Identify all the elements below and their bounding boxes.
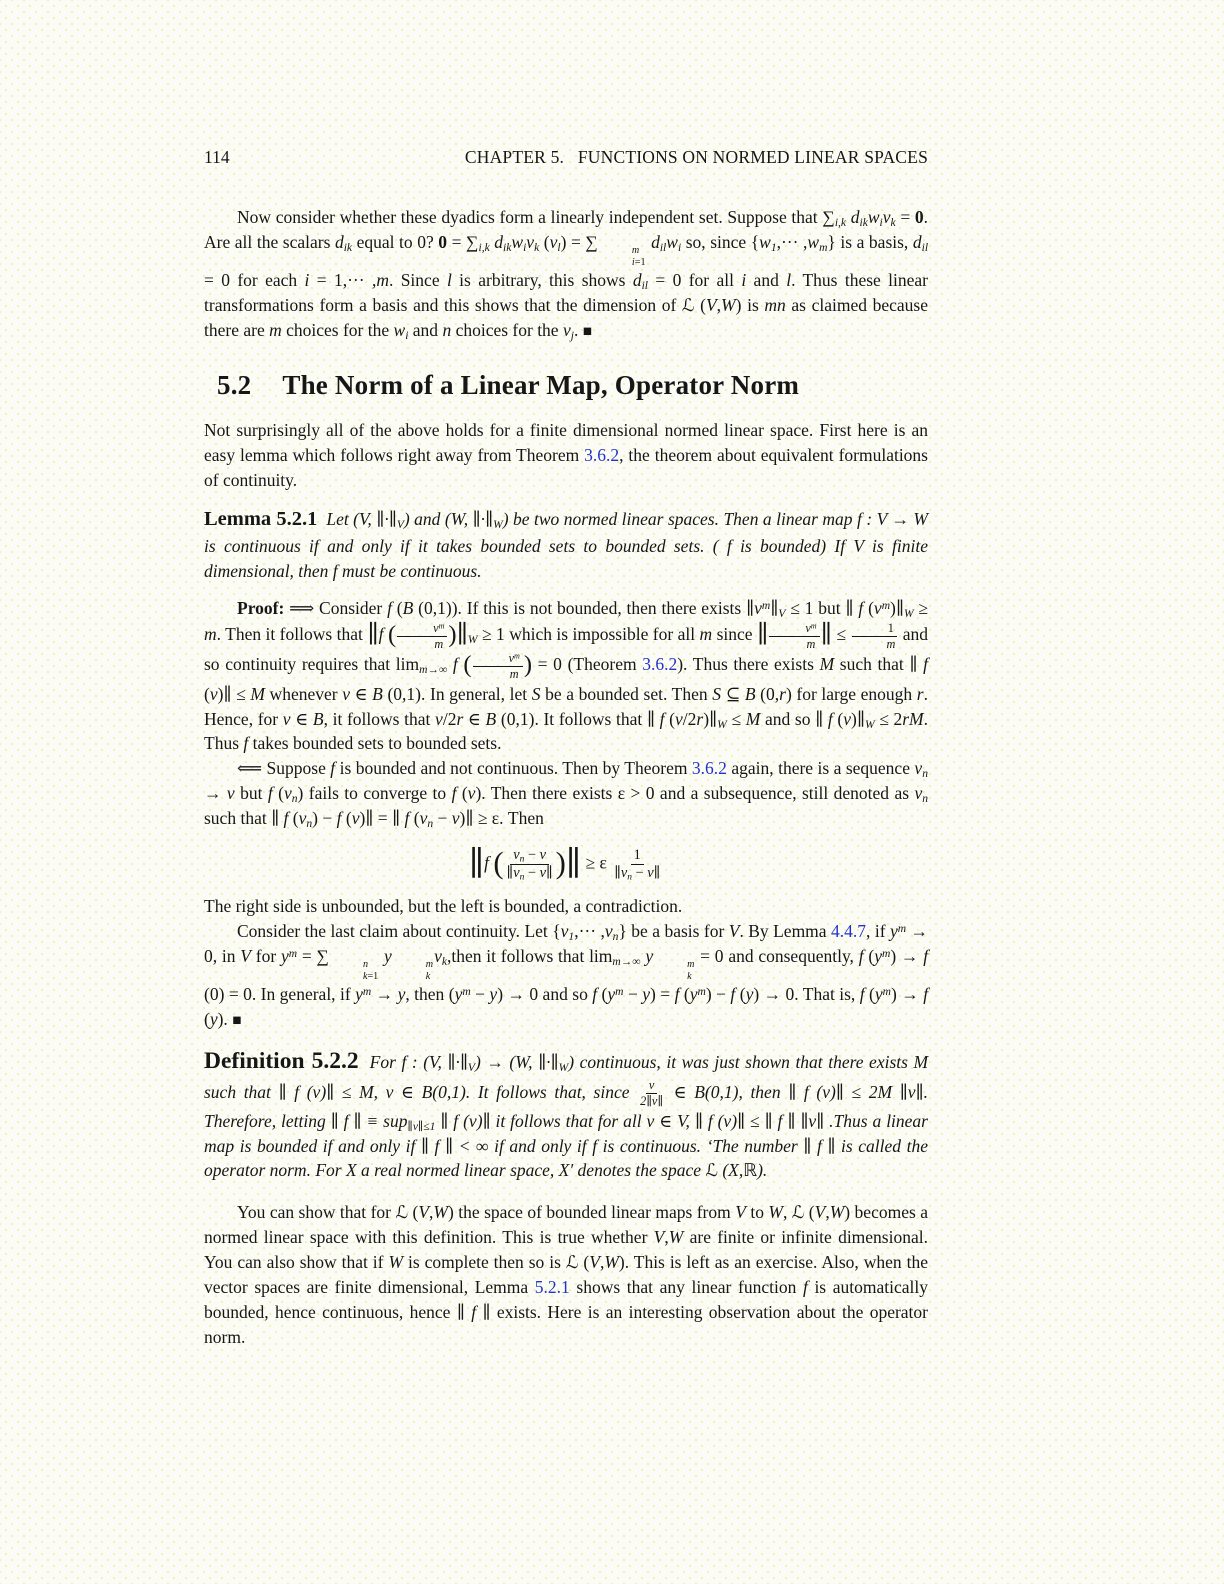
paragraph-last-claim: Consider the last claim about continuity. Let $\{v_1,\cdot\cdot\cdot ,v_n\}$ be a basis for V. By Lemma 4.4.7, if $y^m \to 0$, in V for $y^m$ = ∑ n k=1 y m k $v_k,then$ it follows that $\lim_{m\to\infty} y$ m k = 0 and consequently, f $(y^m) \to f$ (0) = 0. In general, if $y^m \to y$, then $(y^m - y) \to 0$ and so f $(y^m - y) = f$ $(y^m) - f$ (y) → 0. That is, f $(y^m) \to f$ (y). ■ <box>204 921 929 1030</box>
definition-block <box>204 1045 928 1183</box>
cross-reference-link[interactable]: 3.6.2 <box>584 444 620 465</box>
cross-reference-link[interactable]: 5.2.1 <box>534 1276 570 1297</box>
section-title: The Norm of a Linear Map, Operator Norm <box>282 369 800 400</box>
section-number: 5.2 <box>217 369 252 400</box>
chapter-title: CHAPTER 5. FUNCTIONS ON NORMED LINEAR SPACES <box>464 147 928 167</box>
proof-paragraph-2: ⟸ Suppose f is bounded and not continuous. Then by Theorem 3.6.2 again, there is a sequence $v_n \to v$ but f $(v_n)$ fails to converge to f (v). Then there exists ε > 0 and a subsequence, still denoted as $v_n$ such that ∥ f $(v_n) - f$ (v)∥ = ∥ f ($v_n$ − v)∥ ≥ ε. Then <box>204 758 929 830</box>
lemma-body: Let (V, $\parallel\cdot\parallel_V$) and (W, $\parallel\cdot\parallel_W$) be two normed linear spaces. Then a linear map f : V → W is continuous if and only if it takes bounded sets to bounded sets. ( f is bounded) If V is finite dimensional, then f must be continuous. <box>204 509 929 582</box>
paragraph-dyadics: Now consider whether these dyadics form a linearly independent set. Suppose that $\sum_{i,k}$ $d_{ik}w_iv_k = 0$. Are all the scalars $d_{ik}$ equal to 0? $0 = \sum_{i,k}$ $d_{ik}w_iv_k$ $(v_l)$ = ∑ m i=1 $d_{il}w_i$ so, since $\{w_1,\cdot\cdot\cdot ,w_m\}$ is a basis, $d_{il} = 0$ for each i = 1,··· ,m. Since l is arbitrary, this shows $d_{il} = 0$ for all i and l. Thus these linear transformations form a basis and this shows that the dimension of ℒ (V,W) is mn as claimed because there are m choices for the $w_i$ and n choices for the $v_j$. ■ <box>204 207 929 342</box>
cross-reference-link[interactable]: 4.4.7 <box>831 921 867 942</box>
text-column <box>204 147 928 1349</box>
lemma-block <box>204 505 928 584</box>
definition-body: For f : (V, $\parallel\cdot\parallel_V) \to (W$, $\parallel\cdot\parallel_W$) continuous, it was just shown that there exists M such that ∥ f (v)∥ ≤ M, v ∈ B(0,1). It follows that, since $\frac{v}{2\parallel v\parallel}$ ∈ B(0,1), then ∥ f (v)∥ ≤ 2M ∥v∥. Therefore, letting ∥ f ∥ ≡ sup$_{\parallel v\parallel\le 1}$ ∥ f (v)∥ it follows that for all v ∈ V, ∥ f (v)∥ ≤ ∥ f ∥ ∥v∥ .Thus a linear map is bounded if and only if ∥ f ∥ < ∞ if and only if f is continuous. ‘The number ∥ f ∥ is called the operator norm. For X a real normed linear space, X′ denotes the space ℒ (X,ℝ). <box>204 1052 929 1181</box>
paragraph-intro: Not surprisingly all of the above holds for a finite dimensional normed linear space. First here is an easy lemma which follows right away from Theorem 3.6.2, the theorem about equivalent formulations of continuity. <box>204 419 928 490</box>
running-header <box>204 147 928 168</box>
paragraph-closing: You can show that for ℒ (V,W) the space of bounded linear maps from V to W, ℒ (V,W) becomes a normed linear space with this definition. This is true whether V,W are finite or infinite dimensional. You can also show that if W is complete then so is ℒ (V,W). This is left as an exercise. Also, when the vector spaces are finite dimensional, Lemma 5.2.1 shows that any linear function f is automatically bounded, hence continuous, hence ∥ f ∥ exists. Here is an interesting observation about the operator norm. <box>204 1202 928 1347</box>
paragraph-contradiction: The right side is unbounded, but the left is bounded, a contradiction. <box>204 896 683 917</box>
display-equation: ∥f ( $\frac{v_n - v}{\parallel v_n - v\parallel}$ )∥ ≥ ε $\frac{1}{\parallel v_n - v\parallel}$ <box>468 845 661 883</box>
cross-reference-link[interactable]: 3.6.2 <box>691 758 727 779</box>
cross-reference-link[interactable]: 3.6.2 <box>642 654 678 675</box>
page-number: 114 <box>204 147 230 167</box>
lemma-label: Lemma 5.2.1 <box>204 508 318 531</box>
definition-label: Definition 5.2.2 <box>204 1048 359 1075</box>
section-heading <box>204 370 928 401</box>
proof-paragraph-1: Proof: ⟹ Consider f (B (0,1)). If this is not bounded, then there exists $\parallel v^m\parallel_V \le 1$ but ∥ f $(v^m)\parallel_W \ge m$. Then it follows that ∥f ( $\frac{v^m}{m}$ )$\parallel_W \ge 1$ which is impossible for all m since ∥ $\frac{v^m}{m}$ ∥ ≤ $\frac{1}{m}$ and so continuity requires that $\lim_{m\to\infty} f$ ( $\frac{v^m}{m}$ ) = 0 (Theorem 3.6.2). Thus there exists M such that ∥ f (v)∥ ≤ M whenever v ∈ B (0,1). In general, let S be a bounded set. Then S ⊆ B (0,r) for large enough r. Hence, for v ∈ B, it follows that v/2r ∈ B (0,1). It follows that ∥ f $(v/2r)\parallel_W \le M$ and so ∥ f $(v)\parallel_W \le 2rM$. Thus f takes bounded sets to bounded sets. <box>204 598 929 754</box>
